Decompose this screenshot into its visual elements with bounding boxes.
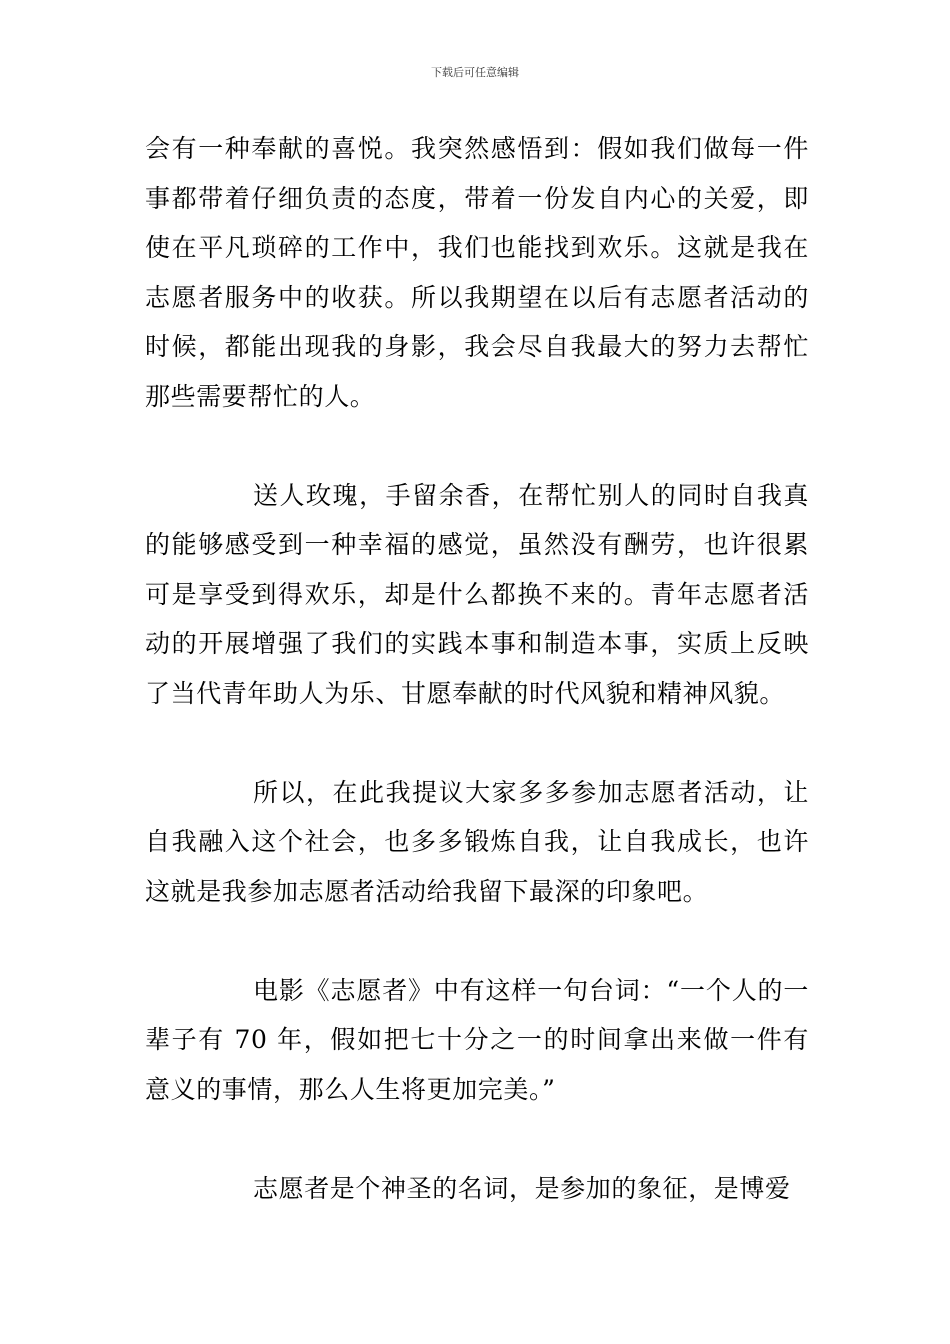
- header-note: 下载后可任意编辑: [431, 66, 519, 79]
- body-text: [145, 124, 809, 1213]
- paragraph-gap: [145, 916, 809, 966]
- paragraph-gap: [145, 718, 809, 768]
- paragraph-4: 电影《志愿者》中有这样一句台词：“一个人的一辈子有 70 年，假如把七十分之一的时间拿出来做一件有意义的事情，那么人生将更加完美。”: [145, 975, 809, 1104]
- paragraph-gap: [145, 1114, 809, 1164]
- paragraph-gap: [145, 421, 809, 471]
- paragraph-2: 送人玫瑰，手留余香，在帮忙别人的同时自我真的能够感受到一种幸福的感觉，虽然没有酬劳，也许很累可是享受到得欢乐，却是什么都换不来的。青年志愿者活动的开展增强了我们的实践本事和制造本事，实质上反映了当代青年助人为乐、甘愿奉献的时代风貌和精神风貌。: [145, 480, 809, 708]
- paragraph-5: 志愿者是个神圣的名词，是参加的象征，是博爱: [253, 1173, 791, 1203]
- paragraph-3: 所以，在此我提议大家多多参加志愿者活动，让自我融入这个社会，也多多锻炼自我，让自我成长，也许这就是我参加志愿者活动给我留下最深的印象吧。: [145, 777, 809, 906]
- paragraph-1: 会有一种奉献的喜悦。我突然感悟到：假如我们做每一件事都带着仔细负责的态度，带着一份发自内心的关爱，即使在平凡琐碎的工作中，我们也能找到欢乐。这就是我在志愿者服务中的收获。所以我期望在以后有志愿者活动的时候，都能出现我的身影，我会尽自我最大的努力去帮忙那些需要帮忙的人。: [145, 134, 809, 411]
